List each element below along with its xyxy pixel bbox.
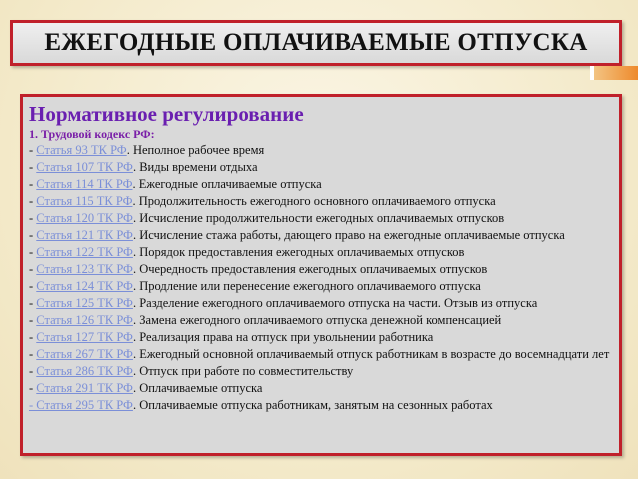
list-item <box>29 397 611 414</box>
item-text: . Разделение ежегодного оплачиваемого отпуска на части. Отзыв из отпуска <box>132 296 538 310</box>
list-item <box>29 176 611 193</box>
list-item <box>29 363 611 380</box>
item-prefix: - <box>29 228 37 242</box>
list-item <box>29 261 611 278</box>
section-heading: Нормативное регулирование <box>29 102 304 126</box>
article-link[interactable]: Статья 291 ТК РФ <box>36 381 133 395</box>
article-link[interactable]: Статья 124 ТК РФ <box>36 279 133 293</box>
list-item <box>29 210 611 227</box>
item-prefix: - <box>29 245 37 259</box>
item-text: . Ежегодные оплачиваемые отпуска <box>132 177 322 191</box>
item-text: . Порядок предоставления ежегодных оплачиваемых отпусков <box>132 245 465 259</box>
item-text: . Виды времени отдыха <box>132 160 258 174</box>
orange-accent-fill <box>590 66 638 80</box>
item-prefix: - <box>29 313 37 327</box>
item-text: . Очередность предоставления ежегодных оплачиваемых отпусков <box>132 262 488 276</box>
content-panel <box>20 94 622 456</box>
article-link[interactable]: Статья 286 ТК РФ <box>36 364 133 378</box>
item-prefix: - <box>29 364 37 378</box>
slide-title: ЕЖЕГОДНЫЕ ОПЛАЧИВАЕМЫЕ ОТПУСКА <box>44 29 588 56</box>
item-prefix: - <box>29 177 37 191</box>
article-link[interactable]: - Статья 295 ТК РФ <box>29 398 133 412</box>
item-text: . Неполное рабочее время <box>126 143 265 157</box>
orange-accent-gap <box>590 66 594 80</box>
item-text: . Отпуск при работе по совместительству <box>132 364 354 378</box>
article-link[interactable]: Статья 115 ТК РФ <box>36 194 133 208</box>
item-prefix: - <box>29 160 37 174</box>
section-subheading: 1. Трудовой кодекс РФ: <box>29 127 155 141</box>
article-link[interactable]: Статья 267 ТК РФ <box>36 347 133 361</box>
item-text: . Продление или перенесение ежегодного оплачиваемого отпуска <box>132 279 481 293</box>
list-item <box>29 295 611 312</box>
list-item <box>29 159 611 176</box>
item-text: . Оплачиваемые отпуска <box>132 381 263 395</box>
item-prefix: - <box>29 194 37 208</box>
item-prefix: - <box>29 330 37 344</box>
item-text: . Продолжительность ежегодного основного оплачиваемого отпуска <box>132 194 496 208</box>
item-text: . Исчисление стажа работы, дающего право на ежегодные оплачиваемые отпуска <box>132 228 565 242</box>
list-item <box>29 329 611 346</box>
article-link[interactable]: Статья 127 ТК РФ <box>36 330 133 344</box>
item-prefix: - <box>29 381 37 395</box>
list-item <box>29 244 611 261</box>
article-link[interactable]: Статья 114 ТК РФ <box>36 177 133 191</box>
item-text: . Ежегодный основной оплачиваемый отпуск работникам в возрасте до восемнадцати лет <box>132 347 610 361</box>
list-item <box>29 227 611 244</box>
list-item <box>29 346 611 363</box>
item-text: . Реализация права на отпуск при увольнении работника <box>132 330 434 344</box>
item-prefix: - <box>29 296 37 310</box>
article-link[interactable]: Статья 121 ТК РФ <box>36 228 133 242</box>
article-link[interactable]: Статья 107 ТК РФ <box>36 160 133 174</box>
article-link[interactable]: Статья 122 ТК РФ <box>36 245 133 259</box>
item-prefix: - <box>29 347 37 361</box>
item-text: . Исчисление продолжительности ежегодных оплачиваемых отпусков <box>132 211 505 225</box>
title-banner <box>10 20 622 66</box>
item-prefix: - <box>29 262 37 276</box>
article-link[interactable]: Статья 93 ТК РФ <box>36 143 127 157</box>
list-item <box>29 193 611 210</box>
list-item <box>29 142 611 159</box>
article-list <box>29 142 611 414</box>
list-item <box>29 312 611 329</box>
item-text: . Оплачиваемые отпуска работникам, занятым на сезонных работах <box>132 398 493 412</box>
orange-accent-bar <box>590 66 638 80</box>
list-item <box>29 380 611 397</box>
article-link[interactable]: Статья 125 ТК РФ <box>36 296 133 310</box>
article-link[interactable]: Статья 123 ТК РФ <box>36 262 133 276</box>
item-prefix: - <box>29 279 37 293</box>
list-item <box>29 278 611 295</box>
item-prefix: - <box>29 143 37 157</box>
item-text: . Замена ежегодного оплачиваемого отпуска денежной компенсацией <box>132 313 502 327</box>
article-link[interactable]: Статья 120 ТК РФ <box>36 211 133 225</box>
item-prefix: - <box>29 211 37 225</box>
article-link[interactable]: Статья 126 ТК РФ <box>36 313 133 327</box>
